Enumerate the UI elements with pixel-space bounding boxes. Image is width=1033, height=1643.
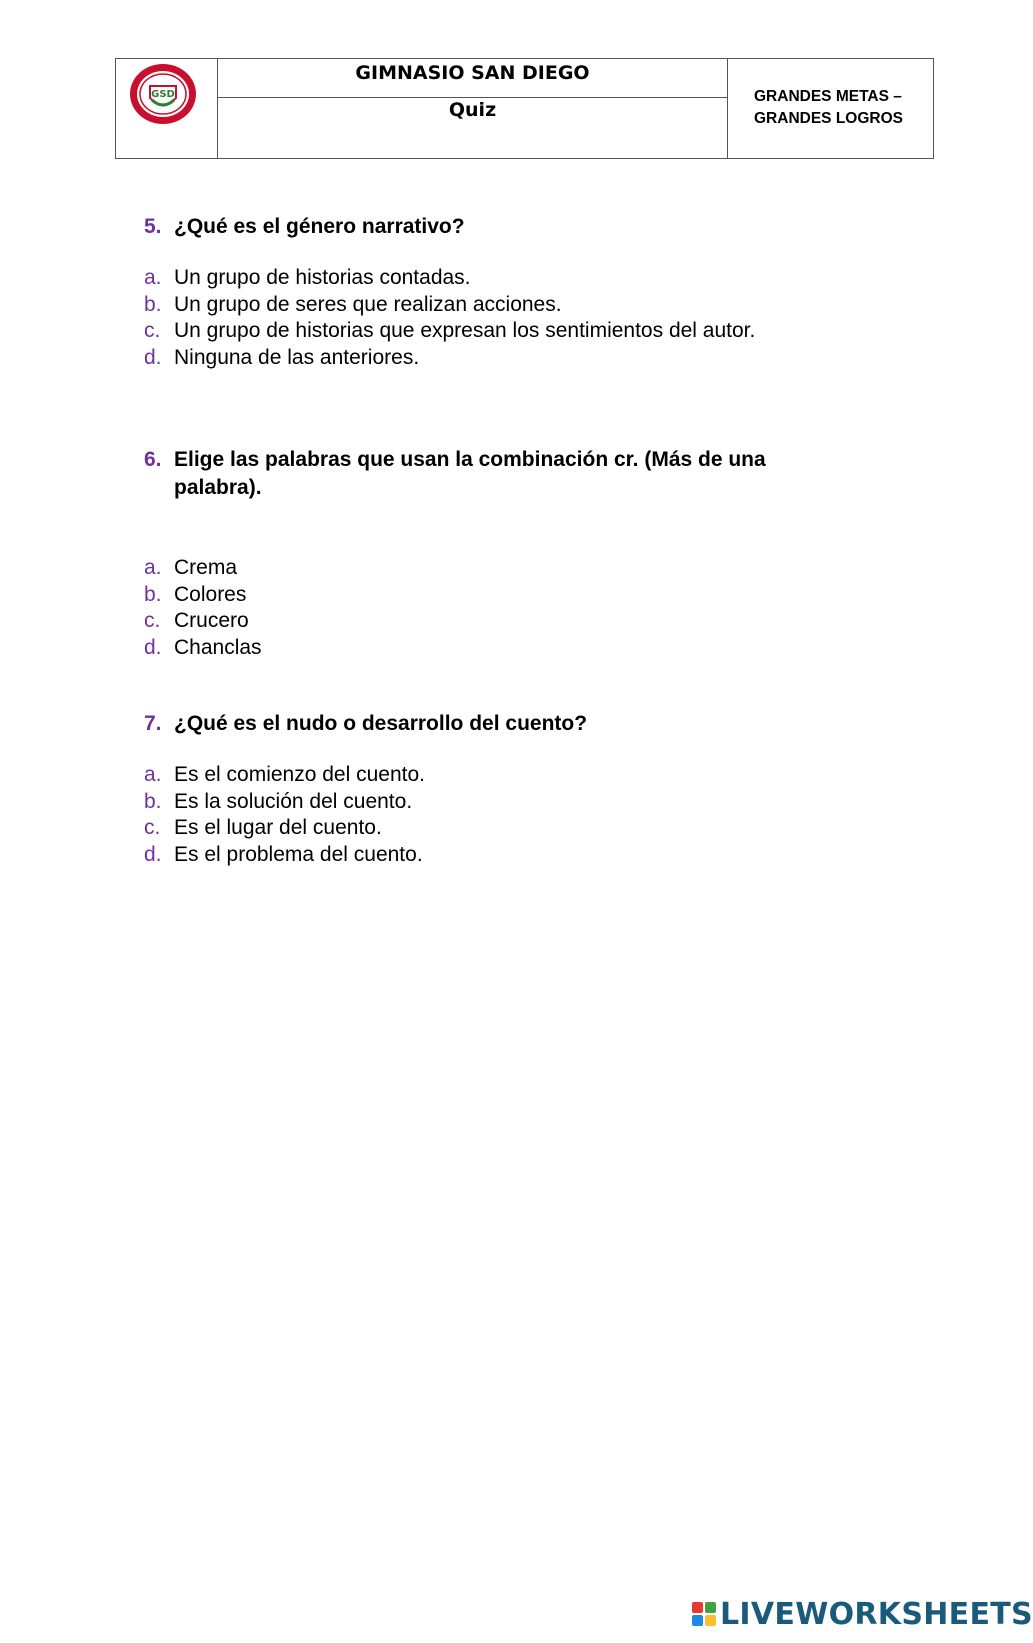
option-letter: b. — [144, 582, 162, 606]
question-text: ¿Qué es el género narrativo? — [174, 215, 465, 238]
motto-line-1: GRANDES METAS – — [754, 88, 902, 105]
options-question-7 — [144, 762, 425, 868]
option-letter: c. — [144, 816, 161, 839]
option-letter: a. — [144, 763, 162, 786]
document-header — [115, 58, 934, 159]
question-text: Elige las palabras que usan la combinación cr. (Más de una palabra). — [174, 448, 766, 499]
option-letter: c. — [144, 609, 161, 632]
document-type: Quiz — [448, 99, 497, 121]
option-text: Es el lugar del cuento. — [174, 816, 382, 839]
question-6 — [144, 446, 844, 502]
question-number: 7. — [144, 712, 162, 735]
option-7a[interactable] — [144, 762, 425, 789]
option-6b[interactable] — [144, 582, 262, 609]
option-6d[interactable] — [144, 635, 262, 662]
option-text: Colores — [174, 582, 247, 606]
option-5d[interactable] — [144, 345, 755, 372]
option-7b[interactable] — [144, 789, 425, 816]
option-5b[interactable] — [144, 292, 755, 319]
option-letter: a. — [144, 266, 162, 289]
question-text: ¿Qué es el nudo o desarrollo del cuento? — [174, 712, 588, 735]
option-5c[interactable] — [144, 318, 755, 345]
option-text: Un grupo de seres que realizan acciones. — [174, 292, 562, 316]
option-5a[interactable] — [144, 265, 755, 292]
grid-square — [692, 1615, 703, 1626]
option-text: Es la solución del cuento. — [174, 789, 413, 813]
question-5 — [144, 213, 844, 241]
option-letter: c. — [144, 319, 161, 342]
title-cell — [218, 59, 728, 158]
option-7d[interactable] — [144, 842, 425, 869]
option-6a[interactable] — [144, 555, 262, 582]
option-text: Chanclas — [174, 635, 262, 659]
grid-square — [705, 1615, 716, 1626]
option-6c[interactable] — [144, 608, 262, 635]
options-question-5 — [144, 265, 755, 371]
option-text: Es el comienzo del cuento. — [174, 763, 425, 786]
motto-line-2: GRANDES LOGROS — [754, 110, 903, 127]
motto-cell — [728, 59, 933, 158]
liveworksheets-watermark — [692, 1596, 1033, 1632]
question-number: 6. — [144, 448, 162, 471]
question-7 — [144, 710, 844, 738]
option-text: Crema — [174, 556, 238, 579]
option-letter: d. — [144, 842, 162, 866]
option-letter: d. — [144, 345, 162, 369]
option-letter: b. — [144, 292, 162, 316]
options-question-6 — [144, 555, 262, 661]
school-crest-logo — [128, 62, 198, 126]
grid-square — [705, 1602, 716, 1613]
option-7c[interactable] — [144, 815, 425, 842]
grid-square — [692, 1602, 703, 1613]
option-text: Un grupo de historias que expresan los sentimientos del autor. — [174, 319, 756, 342]
logo-lettering: GSD — [151, 89, 175, 100]
option-letter: d. — [144, 635, 162, 659]
school-name: GIMNASIO SAN DIEGO — [218, 59, 727, 98]
logo-cell — [116, 59, 218, 158]
option-text: Crucero — [174, 609, 249, 632]
option-text: Es el problema del cuento. — [174, 842, 423, 866]
option-text: Ninguna de las anteriores. — [174, 345, 420, 369]
option-text: Un grupo de historias contadas. — [174, 266, 471, 289]
option-letter: a. — [144, 556, 162, 579]
watermark-text: LIVEWORKSHEETS — [720, 1596, 1033, 1632]
option-letter: b. — [144, 789, 162, 813]
question-number: 5. — [144, 215, 162, 238]
liveworksheets-grid-icon — [692, 1602, 716, 1626]
